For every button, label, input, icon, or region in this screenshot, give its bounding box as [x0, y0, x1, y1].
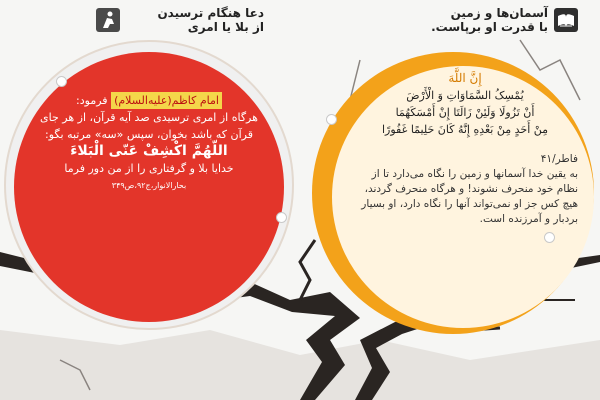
- verse-reference: فاطر/۴۱: [540, 153, 578, 165]
- person-praying-icon: [96, 8, 120, 32]
- verse-line-2: أَنْ تَزُولَا وَلَئِنْ زَالَتَا إِنْ أَمْسَکَهُمَا: [395, 106, 535, 119]
- hadith-text: هرگاه از امری ترسیدی صد آیه قرآن، از هر جای قرآن که باشد بخوان، سپس «سه» مرتبه بگو:: [40, 111, 258, 141]
- left-circle-dot: [56, 76, 67, 87]
- right-title-line1: آسمان‌ها و زمین: [450, 6, 548, 20]
- hadith-attribution-line: [34, 92, 264, 109]
- attribution-suffix: فرمود:: [76, 94, 112, 107]
- right-circle-dot: [544, 232, 555, 243]
- verse-translation-block: [350, 152, 578, 227]
- quran-verse-arabic: [350, 70, 580, 138]
- verse-line-3: مِنْ أَحَدٍ مِنْ بَعْدِهِ إِنَّهُ کَانَ حَلِیمًا غَفُورًا: [381, 123, 549, 136]
- left-title-line2: از بلا یا امری: [187, 20, 264, 34]
- left-title-line1: دعا هنگام ترسیدن: [157, 6, 264, 20]
- hadith-source: بحارالانوار،ج۹۲،ص۳۴۹: [111, 181, 187, 190]
- right-title-line2: با قدرت او برپاست.: [431, 20, 548, 34]
- left-circle-dot: [276, 212, 287, 223]
- verse-translation: به یقین خدا آسمانها و زمین را نگاه می‌دارد تا از نظام خود منحرف نشوند! و هرگاه منحرف گردند، هیچ کس جز او نمی‌تواند آنها را نگاه دارد، او بسیار بردبار و آمرزنده است.: [361, 168, 578, 225]
- left-card-title: [124, 6, 264, 34]
- right-circle-dot: [326, 114, 337, 125]
- dua-translation: خدایا بلا و گرفتاری را از من دور فرما: [64, 162, 234, 175]
- left-card-body: [34, 92, 264, 194]
- right-card-title: [420, 6, 548, 34]
- attribution-highlight: امام کاظم(علیه‌السلام): [111, 92, 222, 109]
- quran-book-icon: [554, 8, 578, 32]
- verse-opening: إِنَّ اللَّهَ: [448, 71, 482, 85]
- verse-line-1: یُمْسِکُ السَّمَاوَاتِ وَ الْأَرْضَ: [406, 89, 524, 102]
- dua-arabic: اللّهُمَّ اکْشِفْ عَنّی الْبَلاءَ: [70, 143, 228, 159]
